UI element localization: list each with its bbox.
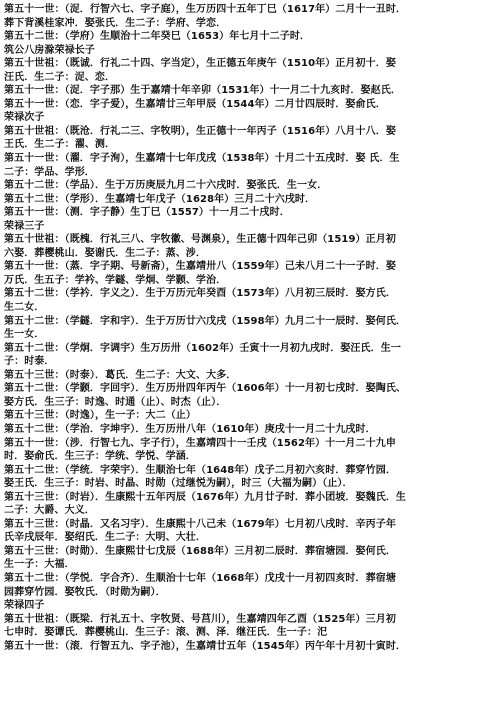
text-line: 第五十二世：（学衿．字义之）．生于万历元年癸酉（1573年）八月初三辰时．娶方氏． xyxy=(4,288,396,300)
text-line: 第五十一世：（濯．字子洵），生嘉靖十七年戊戌（1538年）十月二十五戌时．娶 氏．生 xyxy=(4,153,400,165)
text-line: 葬下背溪桂家冲．娶张氏．生二子：学府、学恋． xyxy=(4,17,227,29)
text-line: 第五十一世：（恋．字子爱），生嘉靖廿三年甲辰（1544年）二月廿四辰时．娶俞氏． xyxy=(4,98,386,110)
text-line: 第五十二世：（学悦．字合齐）．生顺治十七年（1668年）戊戌十一月初四亥时．葬宿塘 xyxy=(4,572,396,584)
text-line: 娶王氏．生三子：时岩、时晶、时勋（过继悦为嗣），时三（大福为嗣）（止）． xyxy=(4,478,353,490)
section-heading: 荣禄次子 xyxy=(4,112,45,124)
text-line: 第五十二世：（学炯．字调宇）生万历卅（1602年）壬寅十一月初九戌时．娶汪氏．生一 xyxy=(4,342,401,354)
text-line: 生一女． xyxy=(4,329,45,341)
text-line: 第五十世祖：（既槐．行礼三八、字牧徽、号渊泉），生正德十四年己卯（1519）正月初 xyxy=(4,234,396,246)
text-line: 第五十三世：（时逸），生一子：大二（止） xyxy=(4,410,196,422)
text-line: 第五十一世：（滚．行智五九、字子池），生嘉靖廿五年（1545年）丙午年十月初十寅时． xyxy=(4,640,407,652)
text-line: 子：时泰． xyxy=(4,356,55,368)
text-line: 第五十二世：（学治．字坤宇）．生万历卅八年（1610年）庚戌十一月二十九戌时． xyxy=(4,423,376,435)
text-line: 第五十世祖：（既沧．行礼二三、字牧明），生正德十一年丙子（1516年）八月十八．娶 xyxy=(4,125,396,137)
text-line: 第五十二世：（学形）．生嘉靖七年戊子（1628年）三月二十六戌时． xyxy=(4,193,316,205)
text-line: 二子：大爵、大义． xyxy=(4,505,95,517)
text-line: 第五十世祖：（既梁．行礼五十、字牧贤、号莒川），生嘉靖四年乙酉（1525年）三月初 xyxy=(4,613,396,625)
text-line: 第五十三世：（时晶．又名习宇）．生康熙十八己未（1679年）七月初八戌时．辛丙子年 xyxy=(4,518,396,530)
text-line: 园葬穿竹园．娶牧氏．（时勋为嗣）． xyxy=(4,586,166,598)
text-line: 万氏．生五子：学衿、学鐩、学炯、学颢、学治． xyxy=(4,274,227,286)
text-line: 第五十世祖：（既诚．行礼二十四、字当定），生正德五年庚午（1510年）正月初十．娶 xyxy=(4,58,396,70)
text-line: 第五十二世：（学品）．生于万历庚辰九月二十六戌时．娶张氏．生一女． xyxy=(4,180,328,192)
section-heading: 荣禄三子 xyxy=(4,220,45,232)
text-line: 第五十一世：（浞．字子那）生于嘉靖十年辛卯（1531年）十一月二十九亥时．娶赵氏． xyxy=(4,85,401,97)
text-line: 第五十二世：（学鐩．字和宇）．生于万历廿六戊戌（1598年）九月二十一辰时．娶何氏． xyxy=(4,315,407,327)
text-line: 第五十三世：（时泰）．葛氏．生二子：大文、大多． xyxy=(4,369,237,381)
text-line: 生二女． xyxy=(4,302,45,314)
text-line: 七申时．娶谭氏．葬樱桃山．生三子：滚、测、泽．继汪氏．生一子：汜 xyxy=(4,627,328,639)
text-line: 第五十三世：（时岩）．生康熙十五年丙辰（1676年）九月廿子时．葬小团坡．娶魏氏．生 xyxy=(4,491,407,503)
section-heading: 荣禄四子 xyxy=(4,600,45,612)
text-line: 第五十二世：（学府）生顺治十二年癸巳（1653）年七月十二子时． xyxy=(4,31,311,43)
text-line: 第五十二世：（学颢．字回宇）．生万历卅四年丙午（1606年）十一月初七戌时．娶陶氏、 xyxy=(4,383,407,395)
text-line: 氏辛戌辰年．娶绍氏．生二子：大明、大壮． xyxy=(4,532,206,544)
text-line: 六娶．葬樱桃山．娶谢氏．生二子：蒸、涉． xyxy=(4,247,206,259)
text-line: 第五十一世：（测．字子静）生丁巳（1557）十一月二十戌时． xyxy=(4,207,290,219)
text-line: 汪氏．生二子：浞、恋． xyxy=(4,71,116,83)
text-line: 时．娶俞氏．生三子：学统、学悦、学涵． xyxy=(4,451,196,463)
text-line: 生一子：大福． xyxy=(4,559,75,571)
text-line: 第五十三世：（时勋）．生康熙廿七戊辰（1688年）三月初二辰时．葬宿塘园．娶何氏． xyxy=(4,545,396,557)
text-line: 娶方氏．生三子：时逸、时通（止）、时杰（止）． xyxy=(4,396,227,408)
text-line: 第五十二世：（学统．字荣宇）．生顺治七年（1648年）戊子二月初六亥时．葬穿竹园． xyxy=(4,464,396,476)
text-line: 二子：学品、学形． xyxy=(4,166,95,178)
text-line: 第五十一世：（浞．行智六七、字子庭），生万历四十五年丁巳（1617年）二月十一丑时． xyxy=(4,4,407,15)
text-line: 第五十一世：（蒸．字子期、号新斋），生嘉靖卅八（1559年）己未八月二十一子时．娶 xyxy=(4,261,396,273)
section-heading: 筑公八房滁荣禄长子 xyxy=(4,44,95,56)
text-line: 王氏．生二子：濯、测． xyxy=(4,139,116,151)
text-line: 第五十一世：（涉．行智七九、字子行），生嘉靖四十一壬戌（1562年）十一月二十九申 xyxy=(4,437,396,449)
